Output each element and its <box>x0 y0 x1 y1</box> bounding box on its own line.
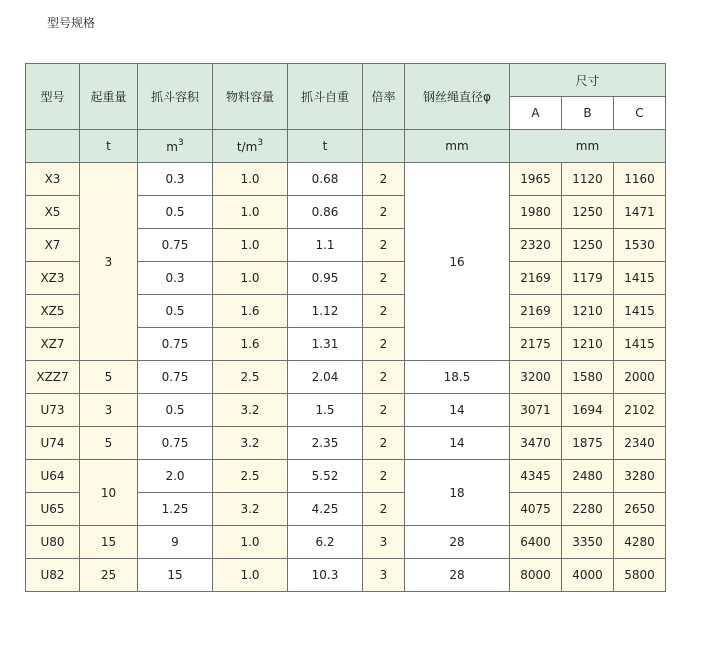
unit-material-base: t/m <box>236 140 258 154</box>
cell-dim-b: 1580 <box>562 361 614 394</box>
cell-ratio: 2 <box>363 493 405 526</box>
cell-rope-diameter: 14 <box>405 394 510 427</box>
cell-material-capacity: 1.0 <box>213 559 288 592</box>
header-dim-b: B <box>562 97 614 130</box>
cell-rope-diameter: 28 <box>405 526 510 559</box>
unit-material-exp: 3 <box>257 138 264 148</box>
cell-dim-a: 2320 <box>510 229 562 262</box>
table-row <box>26 394 666 427</box>
unit-capacity: t <box>80 130 138 163</box>
cell-capacity: 25 <box>80 559 138 592</box>
cell-model: X7 <box>26 229 80 262</box>
cell-dim-a: 1980 <box>510 196 562 229</box>
cell-model: U73 <box>26 394 80 427</box>
cell-self-weight: 6.2 <box>288 526 363 559</box>
cell-self-weight: 0.68 <box>288 163 363 196</box>
unit-ratio <box>363 130 405 163</box>
cell-dim-b: 1120 <box>562 163 614 196</box>
cell-ratio: 2 <box>363 361 405 394</box>
cell-material-capacity: 2.5 <box>213 460 288 493</box>
header-grab-volume: 抓斗容积 <box>138 64 213 130</box>
cell-dim-a: 4345 <box>510 460 562 493</box>
cell-self-weight: 2.35 <box>288 427 363 460</box>
header-dim-c: C <box>614 97 666 130</box>
table-row <box>26 526 666 559</box>
cell-grab-volume: 0.3 <box>138 262 213 295</box>
cell-material-capacity: 2.5 <box>213 361 288 394</box>
cell-dim-b: 1210 <box>562 295 614 328</box>
table-row <box>26 460 666 493</box>
cell-grab-volume: 0.5 <box>138 295 213 328</box>
header-model: 型号 <box>26 64 80 130</box>
cell-dim-c: 3280 <box>614 460 666 493</box>
table-row <box>26 163 666 196</box>
cell-dim-b: 1694 <box>562 394 614 427</box>
cell-dim-c: 1415 <box>614 295 666 328</box>
cell-dim-a: 3470 <box>510 427 562 460</box>
cell-self-weight: 1.31 <box>288 328 363 361</box>
cell-material-capacity: 1.6 <box>213 328 288 361</box>
cell-material-capacity: 1.0 <box>213 196 288 229</box>
header-rope-diameter: 钢丝绳直径φ <box>405 64 510 130</box>
cell-ratio: 2 <box>363 427 405 460</box>
unit-grab-volume <box>138 130 213 163</box>
table-row <box>26 559 666 592</box>
cell-grab-volume: 2.0 <box>138 460 213 493</box>
cell-self-weight: 1.5 <box>288 394 363 427</box>
cell-ratio: 3 <box>363 526 405 559</box>
cell-self-weight: 2.04 <box>288 361 363 394</box>
cell-material-capacity: 1.6 <box>213 295 288 328</box>
cell-dim-c: 5800 <box>614 559 666 592</box>
cell-dim-a: 3071 <box>510 394 562 427</box>
cell-dim-c: 4280 <box>614 526 666 559</box>
cell-self-weight: 5.52 <box>288 460 363 493</box>
cell-rope-diameter: 18.5 <box>405 361 510 394</box>
cell-model: U74 <box>26 427 80 460</box>
cell-dim-a: 1965 <box>510 163 562 196</box>
cell-material-capacity: 1.0 <box>213 163 288 196</box>
cell-grab-volume: 9 <box>138 526 213 559</box>
cell-dim-c: 2340 <box>614 427 666 460</box>
cell-ratio: 2 <box>363 163 405 196</box>
cell-material-capacity: 3.2 <box>213 427 288 460</box>
header-material-capacity: 物料容量 <box>213 64 288 130</box>
cell-capacity: 5 <box>80 427 138 460</box>
header-capacity: 起重量 <box>80 64 138 130</box>
cell-grab-volume: 0.5 <box>138 394 213 427</box>
cell-dim-c: 1415 <box>614 328 666 361</box>
unit-rope-diameter: mm <box>405 130 510 163</box>
cell-capacity: 10 <box>80 460 138 526</box>
cell-model: XZ7 <box>26 328 80 361</box>
cell-dim-b: 3350 <box>562 526 614 559</box>
cell-grab-volume: 0.75 <box>138 427 213 460</box>
cell-self-weight: 1.1 <box>288 229 363 262</box>
table-row <box>26 427 666 460</box>
cell-rope-diameter: 16 <box>405 163 510 361</box>
cell-dim-b: 1210 <box>562 328 614 361</box>
cell-dim-c: 1160 <box>614 163 666 196</box>
cell-model: XZ3 <box>26 262 80 295</box>
cell-grab-volume: 15 <box>138 559 213 592</box>
unit-model <box>26 130 80 163</box>
cell-grab-volume: 0.3 <box>138 163 213 196</box>
cell-dim-c: 2102 <box>614 394 666 427</box>
cell-grab-volume: 0.5 <box>138 196 213 229</box>
cell-ratio: 2 <box>363 262 405 295</box>
header-ratio: 倍率 <box>363 64 405 130</box>
cell-rope-diameter: 18 <box>405 460 510 526</box>
cell-material-capacity: 1.0 <box>213 229 288 262</box>
spec-table-body <box>26 64 666 592</box>
cell-rope-diameter: 14 <box>405 427 510 460</box>
cell-model: U65 <box>26 493 80 526</box>
cell-model: U64 <box>26 460 80 493</box>
cell-model: U80 <box>26 526 80 559</box>
cell-dim-c: 1471 <box>614 196 666 229</box>
cell-capacity: 5 <box>80 361 138 394</box>
unit-dimensions: mm <box>510 130 666 163</box>
cell-dim-b: 4000 <box>562 559 614 592</box>
cell-model: X5 <box>26 196 80 229</box>
cell-model: XZ5 <box>26 295 80 328</box>
cell-dim-b: 1179 <box>562 262 614 295</box>
cell-self-weight: 0.86 <box>288 196 363 229</box>
header-dim-a: A <box>510 97 562 130</box>
unit-grab-volume-base: m <box>166 140 178 154</box>
cell-rope-diameter: 28 <box>405 559 510 592</box>
cell-ratio: 3 <box>363 559 405 592</box>
cell-dim-a: 8000 <box>510 559 562 592</box>
cell-dim-b: 2480 <box>562 460 614 493</box>
cell-self-weight: 10.3 <box>288 559 363 592</box>
cell-ratio: 2 <box>363 328 405 361</box>
cell-material-capacity: 3.2 <box>213 493 288 526</box>
unit-self-weight: t <box>288 130 363 163</box>
unit-grab-volume-exp: 3 <box>177 138 184 148</box>
cell-dim-b: 1250 <box>562 229 614 262</box>
cell-material-capacity: 1.0 <box>213 526 288 559</box>
header-dimensions: 尺寸 <box>510 64 666 97</box>
cell-grab-volume: 1.25 <box>138 493 213 526</box>
cell-dim-a: 2169 <box>510 262 562 295</box>
page-title: 型号规格 <box>47 16 96 30</box>
cell-model: X3 <box>26 163 80 196</box>
cell-capacity: 3 <box>80 394 138 427</box>
cell-capacity: 3 <box>80 163 138 361</box>
cell-dim-a: 6400 <box>510 526 562 559</box>
cell-grab-volume: 0.75 <box>138 229 213 262</box>
cell-dim-c: 2650 <box>614 493 666 526</box>
cell-dim-a: 2175 <box>510 328 562 361</box>
cell-self-weight: 4.25 <box>288 493 363 526</box>
unit-material-capacity <box>213 130 288 163</box>
cell-material-capacity: 1.0 <box>213 262 288 295</box>
cell-grab-volume: 0.75 <box>138 328 213 361</box>
cell-dim-b: 1875 <box>562 427 614 460</box>
cell-dim-c: 1415 <box>614 262 666 295</box>
cell-capacity: 15 <box>80 526 138 559</box>
unit-row <box>26 130 666 163</box>
cell-dim-b: 1250 <box>562 196 614 229</box>
table-row <box>26 361 666 394</box>
spec-table <box>25 63 666 592</box>
cell-ratio: 2 <box>363 394 405 427</box>
cell-grab-volume: 0.75 <box>138 361 213 394</box>
cell-ratio: 2 <box>363 196 405 229</box>
cell-dim-a: 4075 <box>510 493 562 526</box>
cell-dim-c: 1530 <box>614 229 666 262</box>
cell-self-weight: 1.12 <box>288 295 363 328</box>
cell-material-capacity: 3.2 <box>213 394 288 427</box>
cell-ratio: 2 <box>363 229 405 262</box>
cell-model: U82 <box>26 559 80 592</box>
cell-dim-a: 2169 <box>510 295 562 328</box>
cell-self-weight: 0.95 <box>288 262 363 295</box>
cell-dim-a: 3200 <box>510 361 562 394</box>
cell-dim-b: 2280 <box>562 493 614 526</box>
cell-model: XZZ7 <box>26 361 80 394</box>
cell-dim-c: 2000 <box>614 361 666 394</box>
cell-ratio: 2 <box>363 460 405 493</box>
cell-ratio: 2 <box>363 295 405 328</box>
header-self-weight: 抓斗自重 <box>288 64 363 130</box>
header-row <box>26 64 666 97</box>
